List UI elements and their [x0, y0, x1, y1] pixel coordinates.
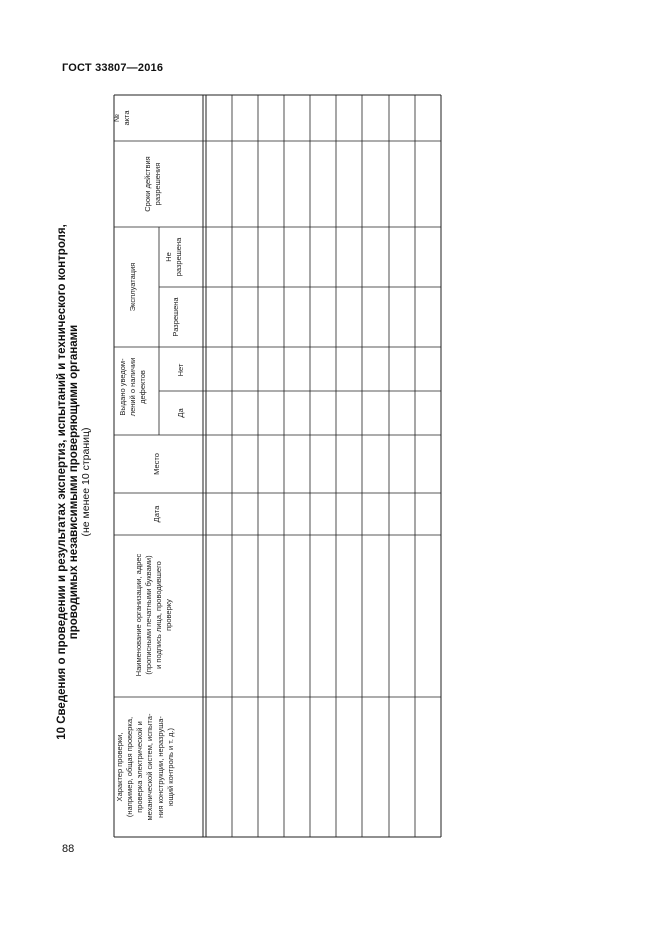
- header-defects-yes: Да: [176, 408, 185, 418]
- section-note: (не менее 10 страниц): [80, 427, 92, 537]
- header-operation-allowed: Разрешена: [171, 297, 180, 337]
- header-organization: Наименование организации, адрес (прописными печатными буквами) и подпись лица, проводившего проверку: [134, 553, 174, 677]
- header-permit-terms: Сроки действия разрешения: [143, 156, 163, 212]
- section-title-line-2: проводимых независимыми проверяющими органами: [68, 324, 80, 640]
- section-title-line-1: 10 Сведения о проведении и результатах экспертиз, испытаний и технического контроля,: [56, 224, 68, 740]
- header-act-number: № акта: [112, 110, 132, 126]
- header-defects-notice: Выдано уведом- лений о наличии дефектов: [118, 357, 148, 417]
- page-number: 88: [62, 843, 75, 855]
- header-date: Дата: [152, 505, 161, 523]
- header-place: Место: [152, 453, 161, 475]
- header-operation: Эксплуатация: [128, 262, 137, 312]
- header-defects-no: Нет: [176, 363, 185, 377]
- document-code: ГОСТ 33807—2016: [62, 62, 164, 74]
- header-operation-not-allowed: Не разрешена: [164, 237, 184, 277]
- header-inspection-type: Характер проверки, (например, общая проверка, проверка электрической и механической систем, испыта- ния конструкции, неразруша- ющий контроль и т. д.): [115, 713, 175, 821]
